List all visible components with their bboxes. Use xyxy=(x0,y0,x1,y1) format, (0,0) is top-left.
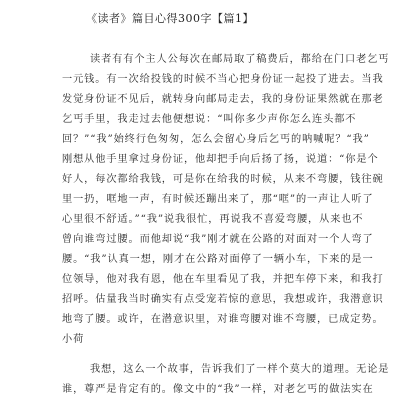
body-text-line: 谁，尊严是肯定有的。像文中的“我”一样，对老乞丐的做法实在 xyxy=(62,384,374,395)
body-text-line: 乞丐手里，我走过去他便想说：“叫你多少声你怎么连头都不 xyxy=(62,114,357,125)
body-text-line: 地弯了腰。或许，在潜意识里，对谁弯腰对谁不弯腰，已成定势。 xyxy=(62,314,384,325)
body-text-line: 位领导，他对我有恩，他在车里看见了我，并把车停下来，和我打 xyxy=(62,274,384,285)
body-text-line: 小荷 xyxy=(62,334,85,345)
body-text-line: 一元钱。有一次给投钱的时候不当心把身份证一起投了进去。当我 xyxy=(62,74,384,85)
body-text-line: 招呼。估量我当时确实有点受宠若惊的意思，我想或许，我潜意识 xyxy=(62,294,384,305)
body-text-line: 刚想从他手里拿过身份证，他却把手向后扬了扬，说道：“你是个 xyxy=(62,154,379,165)
body-text-line: 回？”“我”始终行色匆匆，怎么会留心身后乞丐的呐喊呢？“我” xyxy=(62,134,370,145)
body-text-line: 好人，每次都给我钱，可是你在给我的时候，从来不弯腰，钱往碗 xyxy=(62,174,384,185)
document-title: 《读者》篇目心得300字【篇1】 xyxy=(86,12,254,25)
body-text-line: 发觉身份证不见后，就转身向邮局走去，我的身份证果然就在那老 xyxy=(62,94,384,105)
body-text-line: 心里很不舒适。”“我”说我很忙，再说我不喜爱弯腰，从来也不 xyxy=(62,214,364,225)
body-text-line: 里一扔，哐地一声，有时候还蹦出来了，那“哐”的一声让人听了 xyxy=(62,194,374,205)
body-text-line: 读者有有个主人公每次在邮局取了稿费后，都给在门口老乞丐 xyxy=(90,54,390,65)
body-text-line: 我想，这么一个故事，告诉我们了一样个莫大的道理。无论是 xyxy=(90,364,390,375)
body-text-line: 曾向谁弯过腰。而他却说“我”刚才就在公路的对面对一个人弯了 xyxy=(62,234,374,245)
body-text-line: 腰。“我”认真一想，刚才在公路对面停了一辆小车，下来的是一 xyxy=(62,254,374,265)
